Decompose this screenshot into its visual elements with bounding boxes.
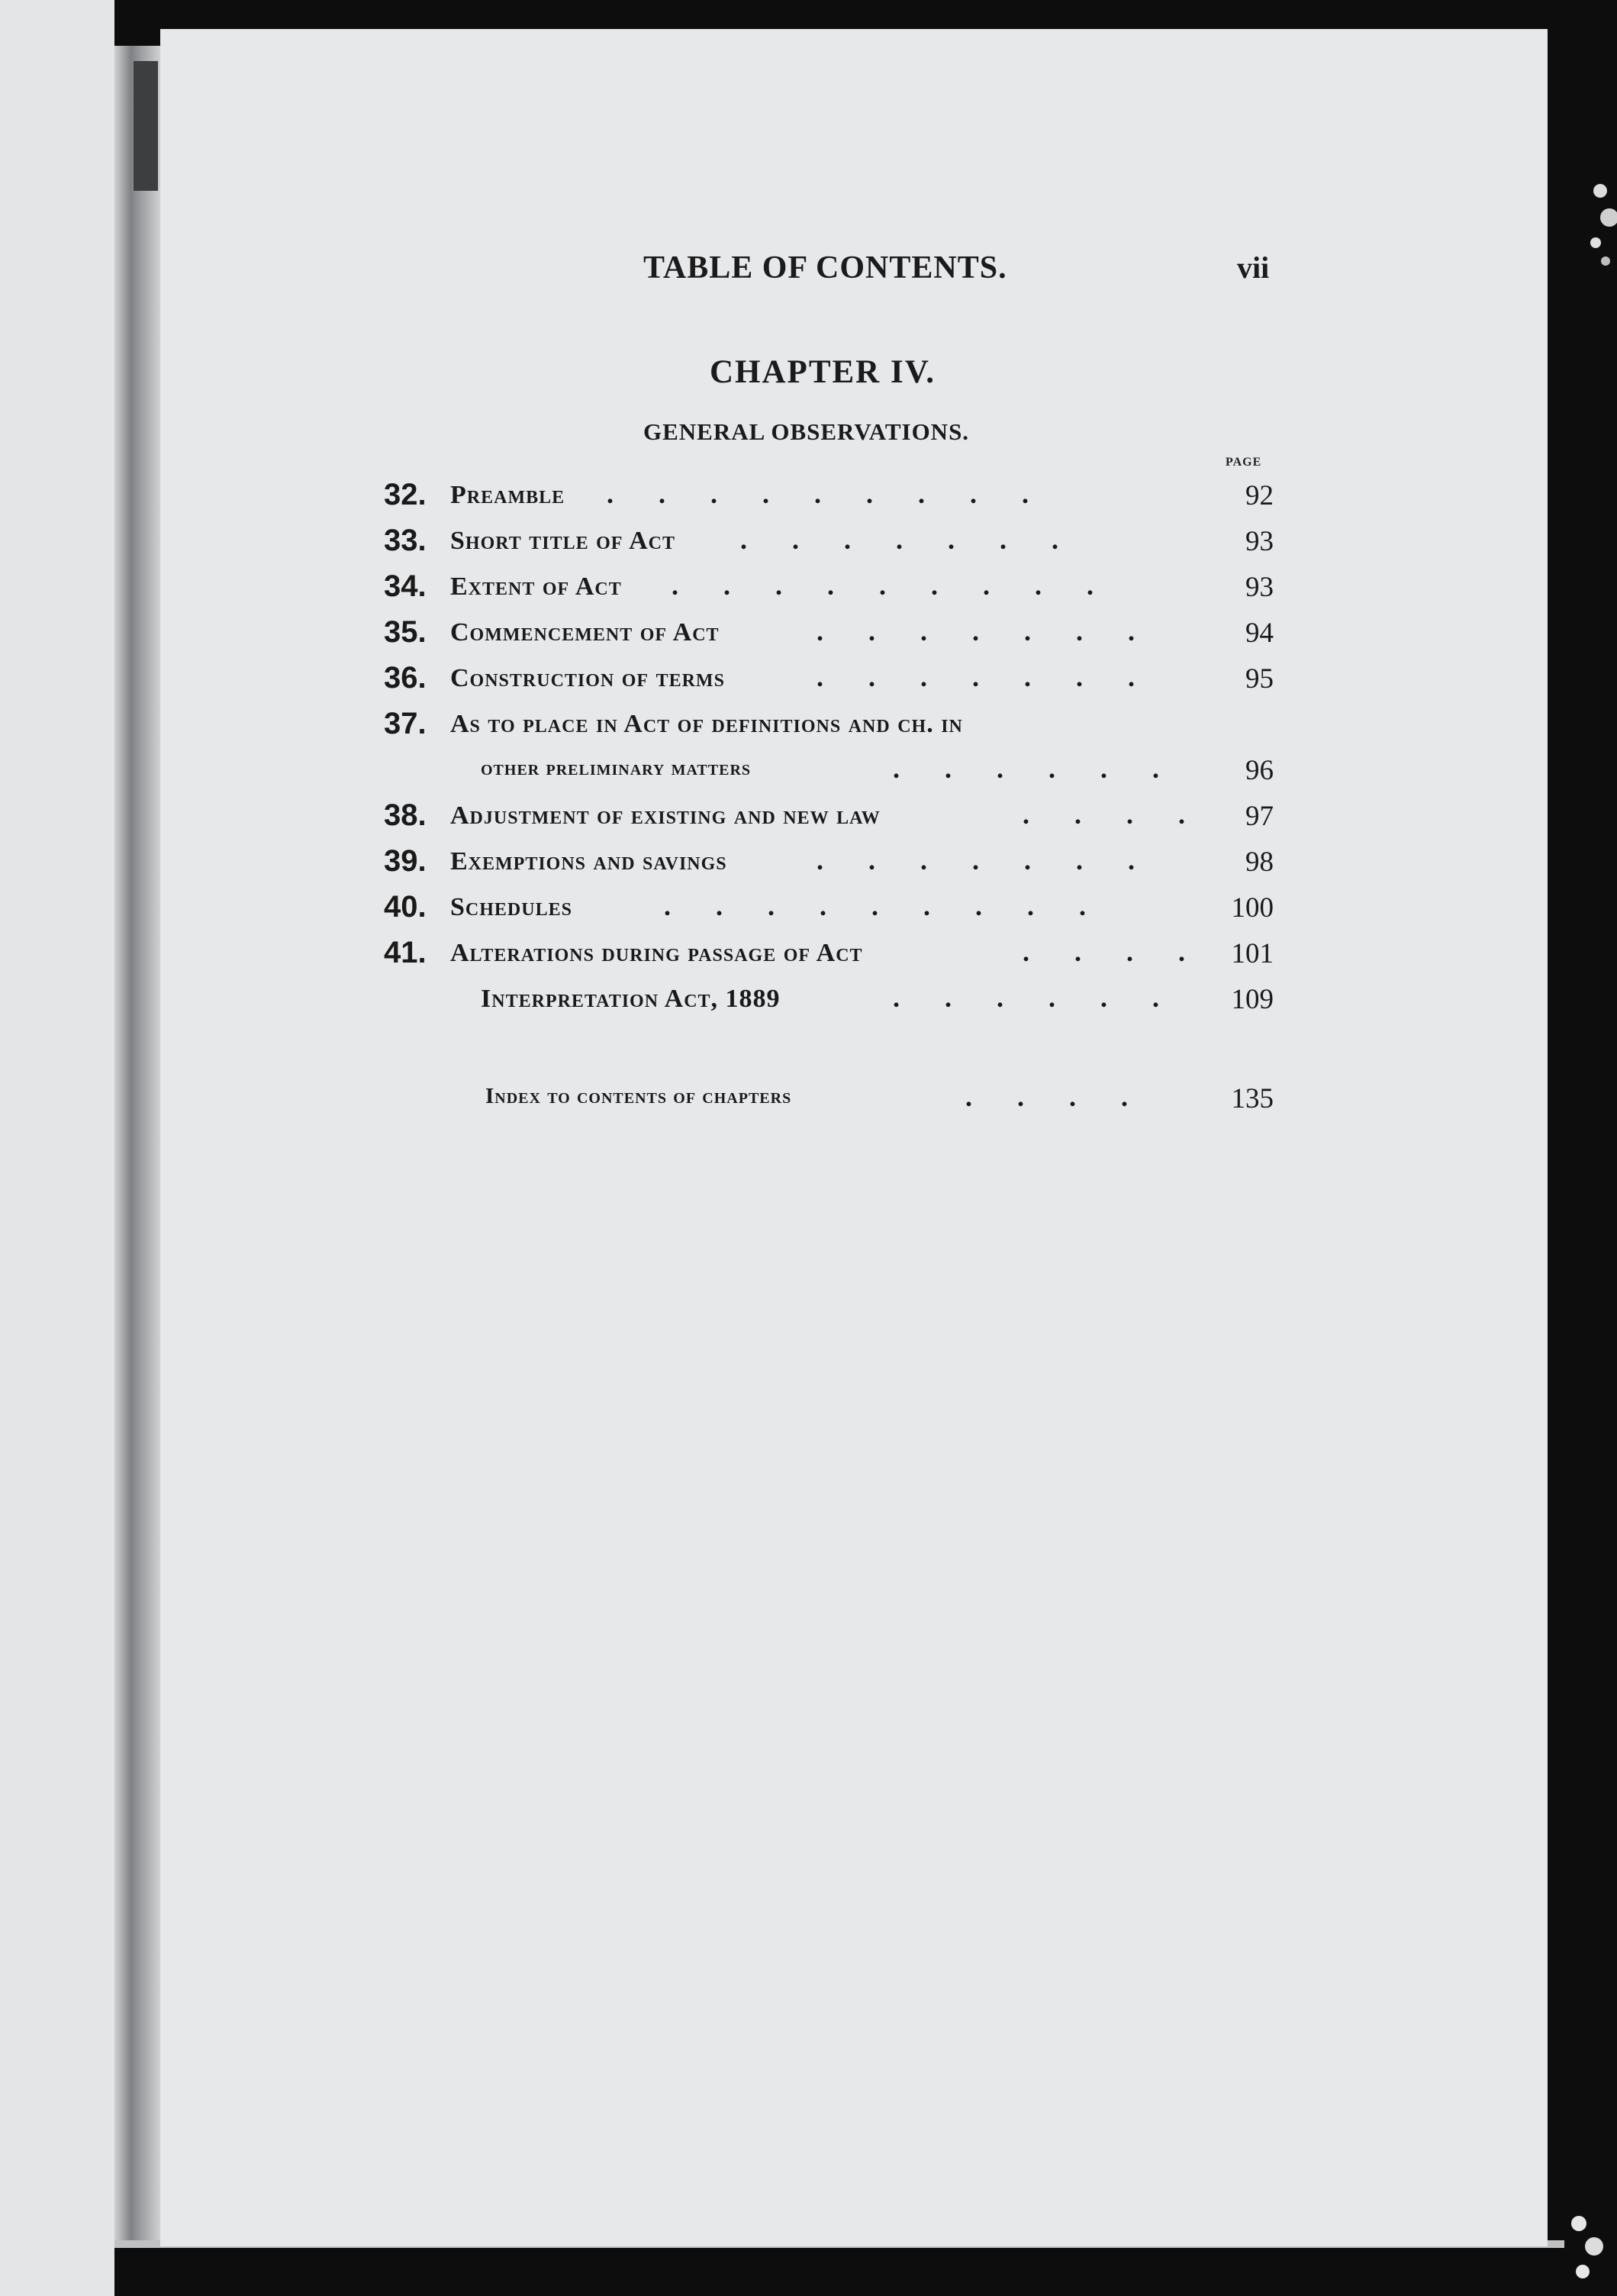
toc-index-entry [0, 1081, 1617, 1119]
dot-leader: . . . . . . . . . [672, 570, 1113, 601]
dot-leader: . . . . . . . . . [664, 891, 1105, 921]
section-number: 37. [384, 707, 427, 740]
index-title: Index to contents of chapters [485, 1084, 792, 1108]
toc-entry [0, 524, 1617, 562]
toc-entry [0, 798, 1617, 837]
page-number: 97 [1245, 801, 1274, 832]
toc-entry [0, 890, 1617, 928]
page-number: 92 [1245, 480, 1274, 511]
page-number: 101 [1231, 938, 1274, 969]
toc-entry [0, 982, 1617, 1020]
section-number: 39. [384, 844, 427, 878]
toc-entry [0, 844, 1617, 882]
page-number: 96 [1245, 755, 1274, 786]
section-number: 32. [384, 478, 427, 511]
page-number: 98 [1245, 846, 1274, 878]
page-number: 93 [1245, 572, 1274, 603]
toc-entry [0, 615, 1617, 653]
chapter-subtitle: GENERAL OBSERVATIONS. [643, 418, 970, 445]
toc-entry [0, 661, 1617, 699]
running-header-title: TABLE OF CONTENTS. [643, 250, 1007, 285]
section-title-line-1: As to place in Act of definitions and ch. in [450, 710, 963, 738]
section-title: Schedules [450, 893, 572, 921]
toc-entry [0, 707, 1617, 745]
section-title: Alterations during passage of Act [450, 939, 863, 967]
dot-leader: . . . . [1023, 799, 1204, 830]
section-title: Short title of Act [450, 527, 675, 555]
page-number: 94 [1245, 618, 1274, 649]
toc-entry [0, 478, 1617, 516]
section-number: 36. [384, 661, 427, 695]
section-title: Interpretation Act, 1889 [481, 985, 781, 1013]
page-number: 100 [1231, 892, 1274, 924]
section-title-line-2: other preliminary matters [481, 756, 752, 780]
section-number: 40. [384, 890, 427, 924]
dot-leader: . . . . [1023, 937, 1204, 967]
toc-entry-continuation [0, 753, 1617, 791]
running-header-page-number: vii [1237, 250, 1270, 285]
section-title: Exemptions and savings [450, 847, 727, 876]
dot-leader: . . . . . . [893, 982, 1178, 1013]
section-number: 38. [384, 798, 427, 832]
page-column-label: PAGE [1226, 456, 1262, 469]
page-number: 93 [1245, 526, 1274, 557]
scan-specks-bottom [1564, 2204, 1609, 2288]
dot-leader: . . . . . . . . . [607, 479, 1048, 509]
section-title: Extent of Act [450, 572, 622, 601]
section-number: 34. [384, 569, 427, 603]
chapter-heading: CHAPTER IV. [710, 354, 936, 390]
dot-leader: . . . . . . . [817, 662, 1154, 692]
toc-entry [0, 936, 1617, 974]
section-number: 41. [384, 936, 427, 969]
dot-leader: . . . . . . . [740, 524, 1077, 555]
page-number: 135 [1231, 1083, 1274, 1114]
dot-leader: . . . . . . . [817, 616, 1154, 647]
section-title: Adjustment of existing and new law [450, 801, 881, 830]
section-number: 35. [384, 615, 427, 649]
page-number: 109 [1231, 984, 1274, 1015]
toc-entry [0, 569, 1617, 608]
dot-leader: . . . . . . [893, 753, 1178, 784]
dot-leader: . . . . [965, 1082, 1147, 1112]
section-number: 33. [384, 524, 427, 557]
section-title: Construction of terms [450, 664, 725, 692]
section-title: Commencement of Act [450, 618, 720, 647]
dot-leader: . . . . . . . [817, 845, 1154, 876]
section-title: Preamble [450, 481, 565, 509]
page-number: 95 [1245, 663, 1274, 695]
